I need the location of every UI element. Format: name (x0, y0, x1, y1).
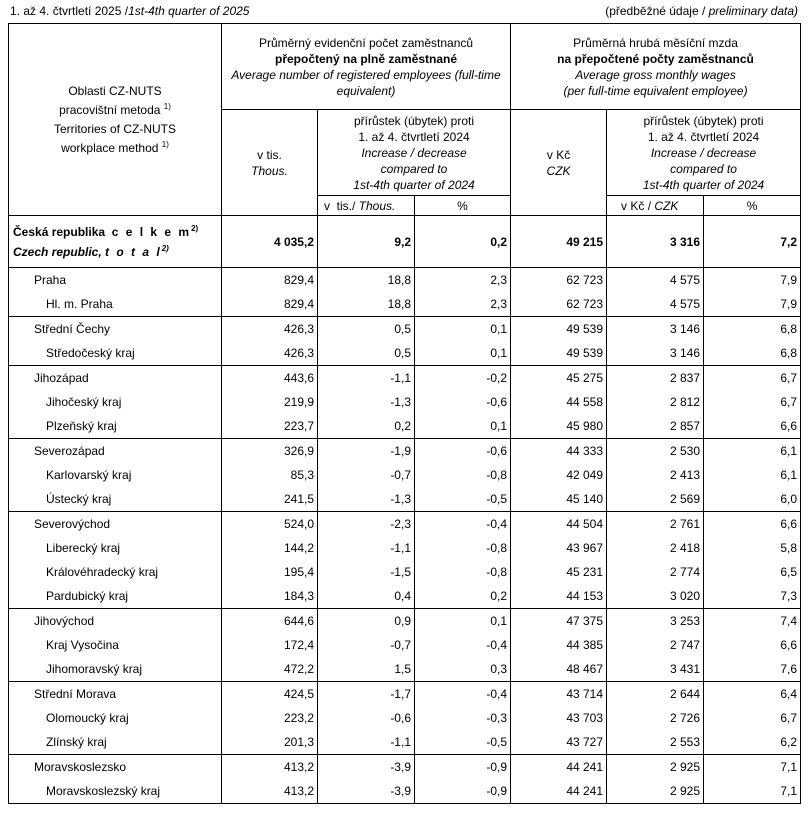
employees-cell: 644,6 (222, 609, 318, 634)
total-employees-change: 9,2 (318, 216, 415, 268)
employees-change-pct-cell: 0,1 (415, 317, 511, 342)
total-name-en: Czech republic, (13, 244, 102, 259)
wage-change-pct-cell: 6,6 (704, 633, 801, 657)
total-employees: 4 035,2 (222, 216, 318, 268)
wage-change-cell: 2 553 (607, 730, 704, 755)
employees-change-cell: -3,9 (318, 755, 415, 780)
kraj-row (9, 536, 801, 560)
kraj-name: Olomoucký kraj (9, 706, 222, 730)
kraj-row (9, 706, 801, 730)
wage-change-pct-cell: 6,7 (704, 366, 801, 391)
total-word-en: t o t a l (105, 244, 162, 259)
employees-change-cell: 0,5 (318, 317, 415, 342)
kraj-row (9, 779, 801, 804)
employees-cell: 413,2 (222, 779, 318, 804)
wage-cell: 43 967 (511, 536, 607, 560)
employees-change-pct-cell: 0,1 (415, 341, 511, 366)
employees-change-pct-cell: -0,8 (415, 560, 511, 584)
employees-unit-en: Thous. (251, 163, 288, 178)
wage-cell: 43 714 (511, 682, 607, 707)
region-row (9, 755, 801, 780)
region-row (9, 439, 801, 464)
wage-change-cell: 2 761 (607, 512, 704, 537)
wages-abs-en: CZK (651, 198, 679, 213)
kraj-name: Karlovarský kraj (9, 463, 222, 487)
kraj-name: Královéhradecký kraj (9, 560, 222, 584)
employees-cell: 829,4 (222, 292, 318, 317)
employees-change-pct-cell: -0,5 (415, 487, 511, 512)
wage-change-pct-cell: 6,7 (704, 706, 801, 730)
wages-title-cz: Průměrná hrubá měsíční mzda (573, 35, 738, 50)
kraj-name: Pardubický kraj (9, 584, 222, 609)
wage-change-cell: 2 925 (607, 755, 704, 780)
employees-cell: 426,3 (222, 317, 318, 342)
total-name-cz: Česká republika (13, 224, 106, 239)
employees-change-pct-cell: -0,4 (415, 682, 511, 707)
employees-change-pct-cell: 0,1 (415, 414, 511, 439)
kraj-row (9, 560, 801, 584)
employees-cell: 172,4 (222, 633, 318, 657)
employees-abs-subheader (318, 196, 415, 216)
employees-change-pct-cell: -0,4 (415, 512, 511, 537)
area-column-header (9, 24, 222, 216)
kraj-row (9, 463, 801, 487)
wage-change-cell: 2 857 (607, 414, 704, 439)
wage-cell: 45 140 (511, 487, 607, 512)
employees-change-header (318, 110, 511, 196)
region-name: Severozápad (9, 439, 222, 464)
wage-change-cell: 2 726 (607, 706, 704, 730)
total-wage: 49 215 (511, 216, 607, 268)
region-row (9, 609, 801, 634)
employees-change-cell: 0,4 (318, 584, 415, 609)
kraj-name: Zlínský kraj (9, 730, 222, 755)
wages-group-header (511, 24, 801, 110)
employees-cell: 829,4 (222, 268, 318, 293)
employees-cell: 219,9 (222, 390, 318, 414)
employees-cell: 85,3 (222, 463, 318, 487)
employees-cell: 426,3 (222, 341, 318, 366)
employees-change-cell: -0,6 (318, 706, 415, 730)
wage-change-pct-cell: 7,9 (704, 292, 801, 317)
table-body (9, 216, 801, 804)
employees-cell: 443,6 (222, 366, 318, 391)
wage-change-pct-cell: 6,1 (704, 439, 801, 464)
kraj-row (9, 487, 801, 512)
kraj-row (9, 292, 801, 317)
employees-cell: 144,2 (222, 536, 318, 560)
prelim-cz: (předběžné údaje / (605, 4, 706, 18)
wages-abs-subheader (607, 196, 704, 216)
kraj-row (9, 341, 801, 366)
area-header-line2: pracovištní metoda (59, 102, 161, 117)
wage-cell: 44 385 (511, 633, 607, 657)
wage-change-cell: 2 569 (607, 487, 704, 512)
footnote-ref: 2) (191, 223, 199, 233)
wage-cell: 49 539 (511, 317, 607, 342)
employees-change-cell: 18,8 (318, 292, 415, 317)
employees-cell: 413,2 (222, 755, 318, 780)
employees-cell: 184,3 (222, 584, 318, 609)
wage-cell: 45 980 (511, 414, 607, 439)
wages-change-en2: compared to (670, 161, 737, 176)
wage-change-pct-cell: 7,4 (704, 609, 801, 634)
wage-change-pct-cell: 5,8 (704, 536, 801, 560)
employees-change-cell: 18,8 (318, 268, 415, 293)
region-row (9, 317, 801, 342)
employees-change-pct-cell: 0,2 (415, 584, 511, 609)
employees-change-cell: 1,5 (318, 657, 415, 682)
employees-change-cz2: 1. až 4. čtvrtletí 2024 (358, 129, 470, 144)
employees-change-cell: -1,1 (318, 730, 415, 755)
region-row (9, 682, 801, 707)
wage-cell: 48 467 (511, 657, 607, 682)
employees-change-cell: 0,9 (318, 609, 415, 634)
employees-change-cell: 0,2 (318, 414, 415, 439)
kraj-row (9, 390, 801, 414)
wage-change-pct-cell: 6,8 (704, 341, 801, 366)
wage-change-pct-cell: 6,4 (704, 682, 801, 707)
wages-change-header (607, 110, 801, 196)
wage-cell: 44 558 (511, 390, 607, 414)
wage-cell: 43 703 (511, 706, 607, 730)
kraj-name: Ústecký kraj (9, 487, 222, 512)
wage-change-cell: 2 644 (607, 682, 704, 707)
employees-change-pct-cell: -0,4 (415, 633, 511, 657)
employees-cell: 424,5 (222, 682, 318, 707)
total-name-cell (9, 216, 222, 268)
wage-cell: 44 504 (511, 512, 607, 537)
employees-cell: 326,9 (222, 439, 318, 464)
wage-change-cell: 2 837 (607, 366, 704, 391)
wages-employment-table (8, 23, 801, 804)
wage-change-pct-cell: 6,5 (704, 560, 801, 584)
wage-change-pct-cell: 7,9 (704, 268, 801, 293)
kraj-name: Kraj Vysočina (9, 633, 222, 657)
kraj-name: Moravskoslezský kraj (9, 779, 222, 804)
employees-change-pct-cell: -0,6 (415, 390, 511, 414)
employees-change-cell: -1,3 (318, 487, 415, 512)
wages-unit-cz: v Kč (546, 147, 571, 162)
employees-change-pct-cell: -0,8 (415, 463, 511, 487)
employees-cell: 223,7 (222, 414, 318, 439)
wage-cell: 62 723 (511, 268, 607, 293)
wages-unit-header (511, 110, 607, 216)
wage-cell: 43 727 (511, 730, 607, 755)
kraj-name: Jihočeský kraj (9, 390, 222, 414)
employees-change-cell: -1,9 (318, 439, 415, 464)
wage-cell: 44 333 (511, 439, 607, 464)
kraj-name: Hl. m. Praha (9, 292, 222, 317)
area-header-line1: Oblasti CZ-NUTS (68, 83, 162, 98)
employees-change-cell: 0,5 (318, 341, 415, 366)
employees-change-pct-cell: -0,8 (415, 536, 511, 560)
employees-title-en: Average number of registered employees (full-time equivalent) (231, 67, 501, 98)
kraj-name: Plzeňský kraj (9, 414, 222, 439)
wage-change-pct-cell: 6,0 (704, 487, 801, 512)
kraj-name: Jihomoravský kraj (9, 657, 222, 682)
wage-change-pct-cell: 7,1 (704, 779, 801, 804)
wage-change-cell: 4 575 (607, 268, 704, 293)
footnote-ref: 1) (161, 139, 169, 149)
wage-change-cell: 2 530 (607, 439, 704, 464)
employees-change-pct-cell: -0,3 (415, 706, 511, 730)
wage-change-pct-cell: 6,2 (704, 730, 801, 755)
wage-cell: 45 231 (511, 560, 607, 584)
employees-change-cell: -1,1 (318, 366, 415, 391)
employees-abs-en: Thous. (355, 198, 396, 213)
region-row (9, 366, 801, 391)
wage-change-cell: 4 575 (607, 292, 704, 317)
employees-change-cell: -0,7 (318, 633, 415, 657)
employees-change-pct-cell: -0,9 (415, 755, 511, 780)
region-name: Střední Čechy (9, 317, 222, 342)
employees-unit-cz: v tis. (257, 147, 282, 162)
wage-change-pct-cell: 6,7 (704, 390, 801, 414)
wage-cell: 47 375 (511, 609, 607, 634)
wages-change-en1: Increase / decrease (650, 145, 757, 160)
wage-change-cell: 2 925 (607, 779, 704, 804)
period-cz: 1. až 4. čtvrtletí 2025 / (10, 4, 129, 18)
period-en: 1st-4th quarter of 2025 (128, 4, 250, 18)
total-employees-change-pct: 0,2 (415, 216, 511, 268)
footnote-ref: 2) (161, 243, 169, 253)
wages-change-cz1: přírůstek (úbytek) proti (643, 113, 764, 128)
employees-change-pct-cell: 2,3 (415, 292, 511, 317)
kraj-row (9, 633, 801, 657)
total-wage-change-pct: 7,2 (704, 216, 801, 268)
wage-change-pct-cell: 6,6 (704, 512, 801, 537)
wages-pct-subheader: % (704, 196, 801, 216)
region-row (9, 268, 801, 293)
employees-cell: 201,3 (222, 730, 318, 755)
wage-change-cell: 3 146 (607, 317, 704, 342)
kraj-name: Liberecký kraj (9, 536, 222, 560)
total-wage-change: 3 316 (607, 216, 704, 268)
wage-change-cell: 2 812 (607, 390, 704, 414)
total-row (9, 216, 801, 268)
wage-cell: 62 723 (511, 292, 607, 317)
wages-change-cz2: 1. až 4. čtvrtletí 2024 (647, 129, 760, 144)
wages-change-en3: 1st-4th quarter of 2024 (642, 177, 765, 192)
wage-change-pct-cell: 6,6 (704, 414, 801, 439)
employees-change-cell: -1,1 (318, 536, 415, 560)
employees-change-cell: -0,7 (318, 463, 415, 487)
wage-change-cell: 3 431 (607, 657, 704, 682)
region-name: Jihozápad (9, 366, 222, 391)
wage-change-pct-cell: 7,1 (704, 755, 801, 780)
employees-abs-cz: v tis./ (324, 198, 356, 213)
employees-change-en2: compared to (380, 161, 448, 176)
wages-unit-en: CZK (546, 163, 571, 178)
wage-change-pct-cell: 7,3 (704, 584, 801, 609)
employees-change-cz1: přírůstek (úbytek) proti (353, 113, 475, 128)
region-name: Praha (9, 268, 222, 293)
wages-title-cz-bold: na přepočtené počty zaměstnanců (557, 51, 754, 66)
wage-cell: 44 153 (511, 584, 607, 609)
wage-change-pct-cell: 7,6 (704, 657, 801, 682)
employees-change-cell: -1,3 (318, 390, 415, 414)
wage-change-cell: 2 747 (607, 633, 704, 657)
employees-change-cell: -3,9 (318, 779, 415, 804)
employees-change-pct-cell: 0,1 (415, 609, 511, 634)
area-header-line3: Territories of CZ-NUTS (53, 121, 176, 136)
wage-change-cell: 2 418 (607, 536, 704, 560)
table-period-caption (10, 4, 249, 18)
region-name: Střední Morava (9, 682, 222, 707)
employees-unit-header (222, 110, 318, 216)
kraj-row (9, 730, 801, 755)
wage-cell: 49 539 (511, 341, 607, 366)
total-word-cz: c e l k e m (111, 224, 192, 239)
employees-change-cell: -2,3 (318, 512, 415, 537)
wage-change-pct-cell: 6,1 (704, 463, 801, 487)
wage-change-cell: 2 413 (607, 463, 704, 487)
wage-cell: 44 241 (511, 755, 607, 780)
employees-pct-subheader: % (415, 196, 511, 216)
region-name: Moravskoslezsko (9, 755, 222, 780)
kraj-row (9, 657, 801, 682)
employees-cell: 472,2 (222, 657, 318, 682)
wage-cell: 44 241 (511, 779, 607, 804)
employees-change-cell: -1,7 (318, 682, 415, 707)
kraj-row (9, 584, 801, 609)
preliminary-note (605, 4, 798, 18)
employees-change-cell: -1,5 (318, 560, 415, 584)
employees-change-pct-cell: 2,3 (415, 268, 511, 293)
wage-change-cell: 3 146 (607, 341, 704, 366)
employees-change-pct-cell: -0,9 (415, 779, 511, 804)
wage-change-cell: 3 253 (607, 609, 704, 634)
wage-change-pct-cell: 6,8 (704, 317, 801, 342)
wage-change-cell: 3 020 (607, 584, 704, 609)
region-name: Jihovýchod (9, 609, 222, 634)
wages-title-en1: Average gross monthly wages (575, 67, 736, 82)
region-row (9, 512, 801, 537)
employees-title-cz-bold: přepočtený na plně zaměstnané (274, 51, 458, 66)
footnote-ref: 1) (163, 101, 171, 111)
employees-title-cz: Průměrný evidenční počet zaměstnanců (258, 35, 474, 50)
wage-change-cell: 2 774 (607, 560, 704, 584)
wages-abs-cz: v Kč / (621, 198, 652, 213)
employees-change-pct-cell: 0,3 (415, 657, 511, 682)
employees-change-pct-cell: -0,6 (415, 439, 511, 464)
employees-change-en3: 1st-4th quarter of 2024 (353, 177, 475, 192)
employees-change-pct-cell: -0,2 (415, 366, 511, 391)
employees-change-pct-cell: -0,5 (415, 730, 511, 755)
employees-cell: 524,0 (222, 512, 318, 537)
employees-cell: 195,4 (222, 560, 318, 584)
employees-group-header (222, 24, 511, 110)
prelim-en: preliminary data) (705, 4, 798, 18)
area-header-line4: workplace method (61, 140, 159, 155)
wage-cell: 42 049 (511, 463, 607, 487)
wage-cell: 45 275 (511, 366, 607, 391)
wages-title-en2: (per full-time equivalent employee) (563, 83, 748, 98)
region-name: Severovýchod (9, 512, 222, 537)
kraj-name: Středočeský kraj (9, 341, 222, 366)
kraj-row (9, 414, 801, 439)
employees-cell: 223,2 (222, 706, 318, 730)
employees-change-en1: Increase / decrease (361, 145, 467, 160)
employees-cell: 241,5 (222, 487, 318, 512)
